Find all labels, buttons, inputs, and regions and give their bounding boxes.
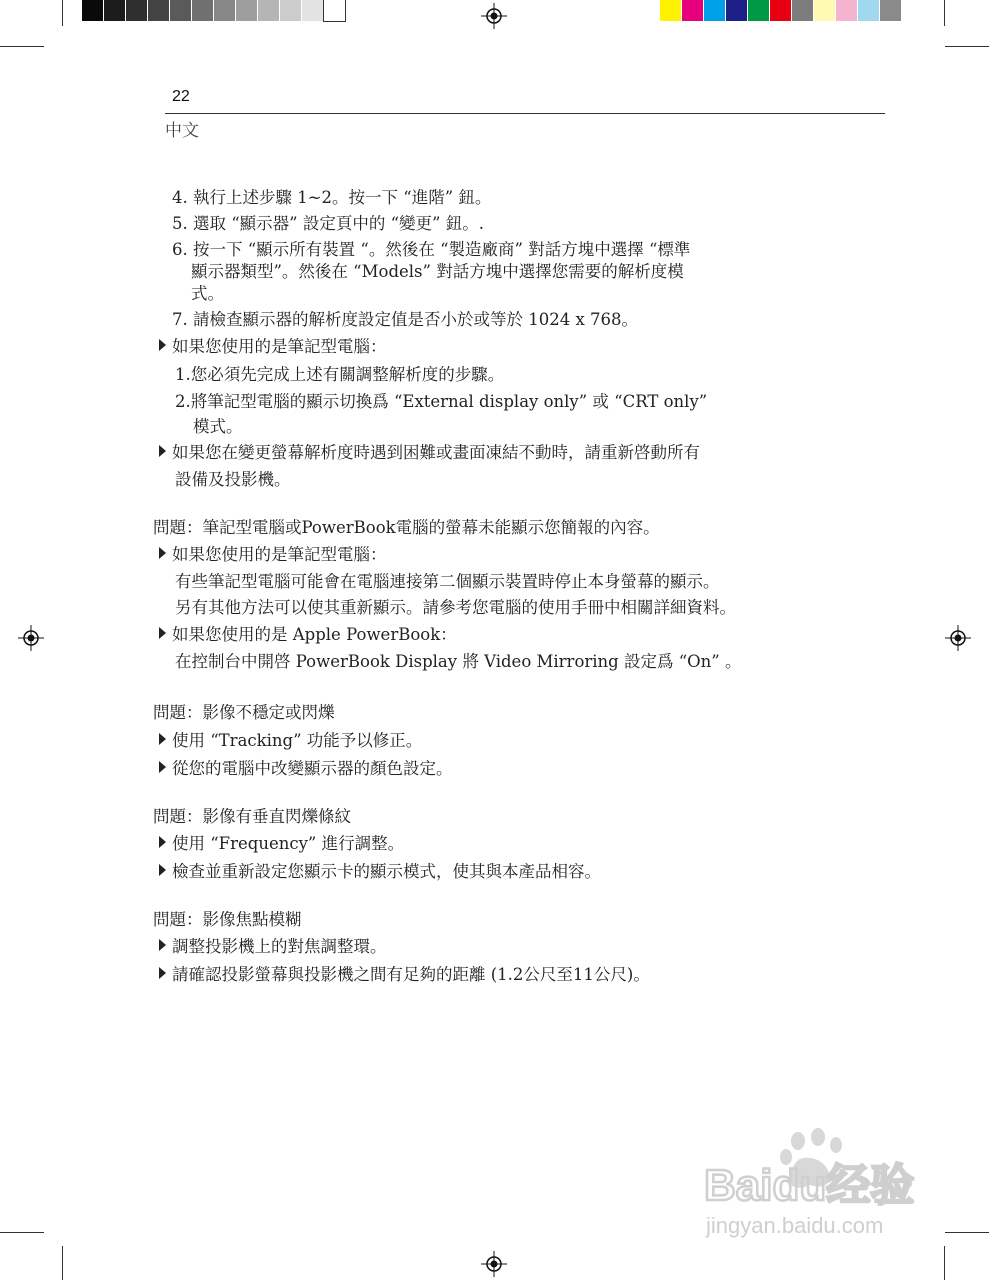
step-7: 7. 請檢查顯示器的解析度設定值是否小於或等於 1024 x 768。	[172, 310, 639, 329]
gray-swatch	[258, 0, 279, 21]
process-color-swatch	[858, 0, 879, 21]
gray-swatch	[236, 0, 257, 21]
bullet-triangle-icon	[159, 864, 166, 876]
notebook-item-2-continued: 模式。	[193, 417, 243, 436]
bullet-triangle-icon	[159, 836, 166, 848]
bullet-triangle-icon	[159, 967, 166, 979]
process-color-swatch	[660, 0, 681, 21]
step-6: 6. 按一下 “顯示所有裝置 “。然後在 “製造廠商” 對話方塊中選擇 “標準	[172, 240, 691, 259]
gray-swatch	[104, 0, 125, 21]
crop-mark	[945, 1232, 989, 1233]
process-color-swatch	[814, 0, 835, 21]
problem-1-heading: 問題：筆記型電腦或PowerBook電腦的螢幕未能顯示您簡報的內容。	[153, 518, 660, 537]
notebook-item-1: 1.您必須先完成上述有關調整解析度的步驟。	[175, 365, 505, 384]
bullet-triangle-icon	[159, 339, 166, 351]
step-5: 5. 選取 “顯示器” 設定頁中的 “變更” 鈕。.	[172, 214, 484, 233]
registration-mark-icon	[18, 625, 44, 651]
gray-swatch	[192, 0, 213, 21]
registration-mark-icon	[481, 3, 507, 29]
problem-1-bullet-2: 如果您使用的是 Apple PowerBook：	[172, 625, 457, 644]
gray-swatch	[170, 0, 191, 21]
problem-3-bullet-1: 使用 “Frequency” 進行調整。	[172, 834, 405, 853]
restart-bullet: 如果您在變更螢幕解析度時遇到困難或畫面凍結不動時，請重新啓動所有	[172, 443, 700, 462]
notebook-item-2: 2.將筆記型電腦的顯示切換爲 “External display only” 或 “CRT only”	[175, 392, 708, 411]
problem-2-bullet-2: 從您的電腦中改變顯示器的顏色設定。	[172, 759, 453, 778]
bullet-triangle-icon	[159, 733, 166, 745]
problem-1-text: 有些筆記型電腦可能會在電腦連接第二個顯示裝置時停止本身螢幕的顯示。	[175, 572, 720, 591]
problem-3-bullet-2: 檢查並重新設定您顯示卡的顯示模式，使其與本產品相容。	[172, 862, 601, 881]
problem-1-bullet-1: 如果您使用的是筆記型電腦：	[172, 545, 387, 564]
problem-3-heading: 問題：影像有垂直閃爍條紋	[153, 807, 351, 826]
registration-mark-icon	[481, 1251, 507, 1277]
language-label: 中文	[165, 121, 199, 141]
problem-2-heading: 問題：影像不穩定或閃爍	[153, 703, 335, 722]
gray-swatch	[82, 0, 103, 21]
process-color-swatch	[726, 0, 747, 21]
process-color-swatch	[704, 0, 725, 21]
gray-swatch	[126, 0, 147, 21]
gray-swatch	[324, 0, 345, 21]
page-number: 22	[172, 88, 190, 105]
baidu-watermark-logo	[700, 1125, 940, 1250]
step-4: 4. 執行上述步驟 1~2。按一下 “進階” 鈕。	[172, 188, 492, 207]
crop-mark	[62, 0, 63, 26]
bullet-triangle-icon	[159, 445, 166, 457]
gray-swatch	[214, 0, 235, 21]
step-6-continued: 式。	[191, 284, 224, 303]
process-color-swatch	[792, 0, 813, 21]
bullet-triangle-icon	[159, 761, 166, 773]
gray-swatch	[280, 0, 301, 21]
crop-mark	[944, 1246, 945, 1280]
crop-mark	[0, 46, 44, 47]
crop-mark	[945, 46, 989, 47]
gray-swatch	[148, 0, 169, 21]
crop-mark	[944, 0, 945, 26]
notebook-bullet: 如果您使用的是筆記型電腦：	[172, 337, 387, 356]
problem-1-text: 另有其他方法可以使其重新顯示。請參考您電腦的使用手冊中相關詳細資料。	[175, 598, 736, 617]
process-color-swatch	[770, 0, 791, 21]
process-color-swatch	[682, 0, 703, 21]
problem-4-bullet-1: 調整投影機上的對焦調整環。	[172, 937, 387, 956]
svg-text:jingyan.baidu.com: jingyan.baidu.com	[706, 1213, 884, 1238]
restart-bullet-continued: 設備及投影機。	[175, 470, 291, 489]
crop-mark	[62, 1246, 63, 1280]
svg-text:Baidu经验: Baidu经验	[704, 1161, 915, 1210]
problem-4-bullet-2: 請確認投影螢幕與投影機之間有足夠的距離 (1.2公尺至11公尺)。	[172, 965, 650, 984]
problem-1-text: 在控制台中開啓 PowerBook Display 將 Video Mirroring 設定爲 “On” 。	[175, 652, 742, 671]
step-6-continued: 顯示器類型”。然後在 “Models” 對話方塊中選擇您需要的解析度模	[191, 262, 684, 281]
process-color-swatch	[748, 0, 769, 21]
gray-swatch	[302, 0, 323, 21]
crop-mark	[0, 1232, 44, 1233]
bullet-triangle-icon	[159, 627, 166, 639]
registration-mark-icon	[945, 625, 971, 651]
process-color-swatch	[836, 0, 857, 21]
bullet-triangle-icon	[159, 547, 166, 559]
bullet-triangle-icon	[159, 939, 166, 951]
problem-2-bullet-1: 使用 “Tracking” 功能予以修正。	[172, 731, 423, 750]
header-rule	[165, 113, 885, 114]
process-color-swatch	[880, 0, 901, 21]
problem-4-heading: 問題：影像焦點模糊	[153, 910, 302, 929]
